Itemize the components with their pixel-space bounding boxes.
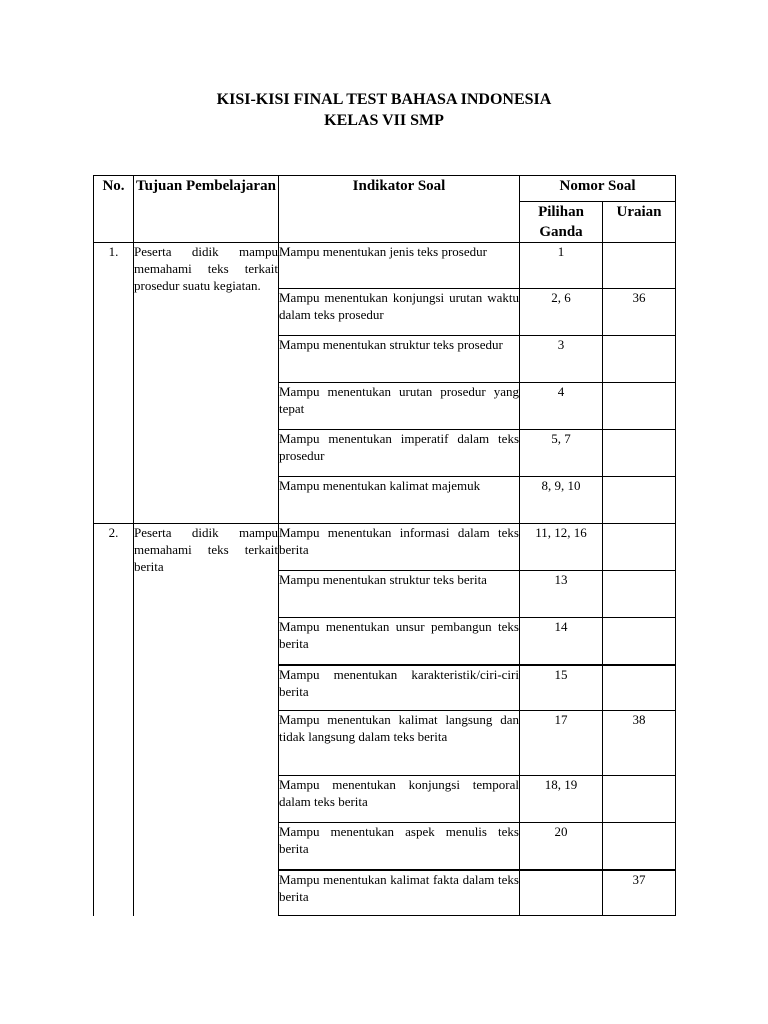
pilihan-ganda-cell: 14 — [520, 618, 603, 665]
row-number: 2. — [94, 524, 134, 916]
pilihan-ganda-cell: 4 — [520, 383, 603, 430]
uraian-cell — [603, 618, 676, 665]
header-pilihan-ganda: Pilihan Ganda — [520, 202, 603, 243]
indikator-cell: Mampu menentukan unsur pembangun teks berita — [279, 618, 520, 665]
uraian-cell — [603, 430, 676, 477]
pilihan-ganda-cell: 5, 7 — [520, 430, 603, 477]
pilihan-ganda-cell: 20 — [520, 823, 603, 870]
indikator-cell: Mampu menentukan urutan prosedur yang tepat — [279, 383, 520, 430]
uraian-cell — [603, 823, 676, 870]
uraian-cell — [603, 383, 676, 430]
table-body — [94, 243, 676, 916]
indikator-cell: Mampu menentukan jenis teks prosedur — [279, 243, 520, 289]
indikator-cell: Mampu menentukan karakteristik/ciri-ciri berita — [279, 665, 520, 711]
uraian-cell: 38 — [603, 711, 676, 776]
indikator-cell: Mampu menentukan kalimat fakta dalam teks berita — [279, 870, 520, 916]
indikator-cell: Mampu menentukan kalimat langsung dan tidak langsung dalam teks berita — [279, 711, 520, 776]
uraian-cell — [603, 477, 676, 524]
tujuan-pembelajaran-cell: Peserta didik mampu memahami teks terkait berita — [134, 524, 279, 916]
pilihan-ganda-cell: 13 — [520, 571, 603, 618]
indikator-cell: Mampu menentukan konjungsi urutan waktu dalam teks prosedur — [279, 289, 520, 336]
kisi-kisi-table — [93, 175, 676, 916]
header-no: No. — [94, 176, 134, 243]
pilihan-ganda-cell: 3 — [520, 336, 603, 383]
indikator-cell: Mampu menentukan konjungsi temporal dalam teks berita — [279, 776, 520, 823]
indikator-cell: Mampu menentukan struktur teks prosedur — [279, 336, 520, 383]
document-title: KISI-KISI FINAL TEST BAHASA INDONESIA — [216, 91, 552, 108]
indikator-cell: Mampu menentukan imperatif dalam teks prosedur — [279, 430, 520, 477]
header-indikator: Indikator Soal — [279, 176, 520, 243]
indikator-cell: Mampu menentukan aspek menulis teks berita — [279, 823, 520, 870]
row-number: 1. — [94, 243, 134, 524]
table-row — [94, 243, 676, 289]
uraian-cell — [603, 243, 676, 289]
table-row — [94, 524, 676, 571]
pilihan-ganda-cell: 1 — [520, 243, 603, 289]
indikator-cell: Mampu menentukan informasi dalam teks berita — [279, 524, 520, 571]
indikator-cell: Mampu menentukan struktur teks berita — [279, 571, 520, 618]
uraian-cell — [603, 336, 676, 383]
header-nomor-soal: Nomor Soal — [520, 176, 676, 202]
pilihan-ganda-cell: 8, 9, 10 — [520, 477, 603, 524]
pilihan-ganda-cell: 2, 6 — [520, 289, 603, 336]
indikator-cell: Mampu menentukan kalimat majemuk — [279, 477, 520, 524]
uraian-cell — [603, 776, 676, 823]
document-subtitle: KELAS VII SMP — [324, 112, 444, 129]
tujuan-pembelajaran-cell: Peserta didik mampu memahami teks terkait prosedur suatu kegiatan. — [134, 243, 279, 524]
uraian-cell — [603, 665, 676, 711]
pilihan-ganda-cell: 11, 12, 16 — [520, 524, 603, 571]
uraian-cell — [603, 571, 676, 618]
pilihan-ganda-cell — [520, 870, 603, 916]
uraian-cell: 37 — [603, 870, 676, 916]
pilihan-ganda-cell: 15 — [520, 665, 603, 711]
uraian-cell: 36 — [603, 289, 676, 336]
pilihan-ganda-cell: 17 — [520, 711, 603, 776]
uraian-cell — [603, 524, 676, 571]
pilihan-ganda-cell: 18, 19 — [520, 776, 603, 823]
header-tujuan: Tujuan Pembelajaran — [134, 176, 279, 243]
header-uraian: Uraian — [603, 202, 676, 243]
